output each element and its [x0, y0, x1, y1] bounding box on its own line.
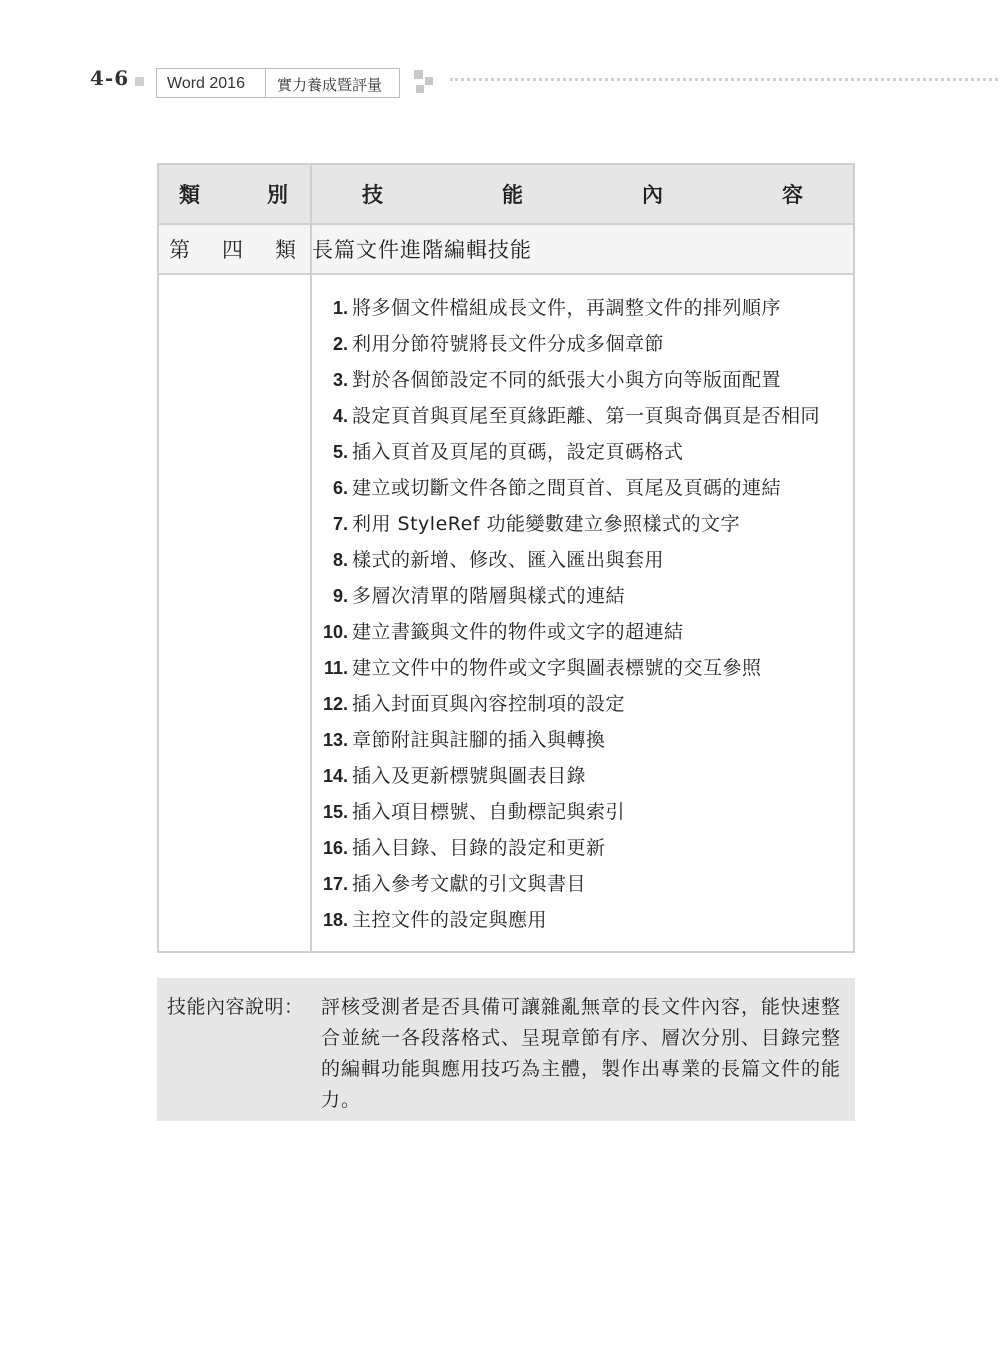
- skill-list-item: [312, 797, 843, 828]
- skill-list: [312, 293, 843, 936]
- skill-list-item: [312, 581, 843, 612]
- skill-list-item: [312, 725, 843, 756]
- skill-item-number: 16.: [322, 838, 348, 858]
- skill-item-text: 主控文件的設定與應用: [352, 909, 548, 931]
- skill-item-number: 13.: [322, 730, 348, 750]
- skill-table: [157, 163, 855, 953]
- square-cluster-icon: [414, 70, 436, 96]
- skill-item-text: 插入參考文獻的引文與書目: [352, 873, 587, 895]
- skill-item-number: 4.: [332, 406, 348, 426]
- book-subtitle: 實力養成暨評量: [277, 76, 383, 94]
- skill-item-text: 多層次清單的階層與樣式的連結: [352, 585, 626, 607]
- skill-item-text: 插入項目標號、自動標記與索引: [352, 801, 626, 823]
- header-content-char: 容: [782, 183, 803, 207]
- skill-list-item: [312, 437, 843, 468]
- skill-list-item: [312, 365, 843, 396]
- description-text: 評核受測者是否具備可讓雜亂無章的長文件內容，能快速整合並統一各段落格式、呈現章節有序、層次分別、目錄完整的編輯功能與應用技巧為主體，製作出專業的長篇文件的能力。: [321, 996, 842, 1111]
- page-number: 4-6: [90, 66, 130, 90]
- book-title-divider: [265, 69, 266, 97]
- header-content-char: 技: [362, 183, 383, 207]
- skill-item-text: 將多個文件檔組成長文件，再調整文件的排列順序: [352, 297, 782, 319]
- description-label: 技能內容說明：: [167, 996, 304, 1018]
- skill-item-number: 15.: [322, 802, 348, 822]
- category-cell: [158, 224, 311, 274]
- skill-item-number: 7.: [332, 514, 348, 534]
- skill-list-item: [312, 833, 843, 864]
- header-category-char: 類: [179, 183, 200, 207]
- skill-item-text: 章節附註與註腳的插入與轉換: [352, 729, 606, 751]
- skill-item-text: 插入頁首及頁尾的頁碼，設定頁碼格式: [352, 441, 684, 463]
- skill-item-number: 11.: [323, 658, 348, 678]
- skill-list-item: [312, 293, 843, 324]
- header-category-char: 別: [267, 183, 288, 207]
- header-content-char: 能: [502, 183, 523, 207]
- skill-list-item: [312, 905, 843, 936]
- skill-item-text: 建立文件中的物件或文字與圖表標號的交互參照: [352, 657, 762, 679]
- skill-item-text: 建立書籤與文件的物件或文字的超連結: [352, 621, 684, 643]
- category-char: 四: [222, 238, 243, 262]
- category-char: 類: [275, 238, 296, 262]
- book-title-box: [156, 68, 400, 98]
- header-content-char: 內: [642, 183, 663, 207]
- empty-category-cell: [158, 274, 311, 952]
- category-char: 第: [169, 238, 190, 262]
- skill-list-item: [312, 329, 843, 360]
- skill-item-number: 9.: [332, 586, 348, 606]
- skill-item-text: 插入目錄、目錄的設定和更新: [352, 837, 606, 859]
- skill-item-number: 17.: [322, 874, 348, 894]
- skill-item-text: 設定頁首與頁尾至頁緣距離、第一頁與奇偶頁是否相同: [352, 405, 821, 427]
- skill-item-text: 利用 StyleRef 功能變數建立參照樣式的文字: [352, 513, 741, 535]
- book-title: Word 2016: [167, 75, 245, 92]
- skill-item-text: 插入及更新標號與圖表目錄: [352, 765, 587, 787]
- skill-item-text: 建立或切斷文件各節之間頁首、頁尾及頁碼的連結: [352, 477, 782, 499]
- dotted-rule: [450, 78, 998, 81]
- skill-item-text: 插入封面頁與內容控制項的設定: [352, 693, 626, 715]
- page-header: [0, 0, 1000, 110]
- skill-item-number: 12.: [322, 694, 348, 714]
- skill-item-number: 2.: [332, 334, 348, 354]
- skill-list-cell: [311, 274, 854, 952]
- skill-item-number: 6.: [332, 478, 348, 498]
- skill-item-number: 18.: [322, 910, 348, 930]
- skill-item-text: 對於各個節設定不同的紙張大小與方向等版面配置: [352, 369, 782, 391]
- skill-item-number: 3.: [332, 370, 348, 390]
- skill-item-number: 1.: [332, 298, 348, 318]
- skill-list-item: [312, 545, 843, 576]
- skill-list-row: [158, 274, 854, 952]
- skill-list-item: [312, 761, 843, 792]
- header-category-cell: [158, 164, 311, 224]
- table-header-row: [158, 164, 854, 224]
- header-content-cell: [311, 164, 854, 224]
- skill-list-item: [312, 869, 843, 900]
- skill-item-number: 8.: [332, 550, 348, 570]
- category-title: 長篇文件進階編輯技能: [311, 224, 854, 274]
- skill-item-text: 利用分節符號將長文件分成多個章節: [352, 333, 665, 355]
- skill-list-item: [312, 401, 843, 432]
- category-row: [158, 224, 854, 274]
- skill-list-item: [312, 473, 843, 504]
- skill-list-item: [312, 653, 843, 684]
- skill-item-number: 14.: [322, 766, 348, 786]
- skill-description: [157, 978, 855, 1121]
- skill-list-item: [312, 617, 843, 648]
- square-ornament-icon: [135, 77, 144, 86]
- skill-item-text: 樣式的新增、修改、匯入匯出與套用: [352, 549, 665, 571]
- skill-list-item: [312, 689, 843, 720]
- skill-item-number: 5.: [332, 442, 348, 462]
- skill-list-item: [312, 509, 843, 540]
- skill-item-number: 10.: [322, 622, 348, 642]
